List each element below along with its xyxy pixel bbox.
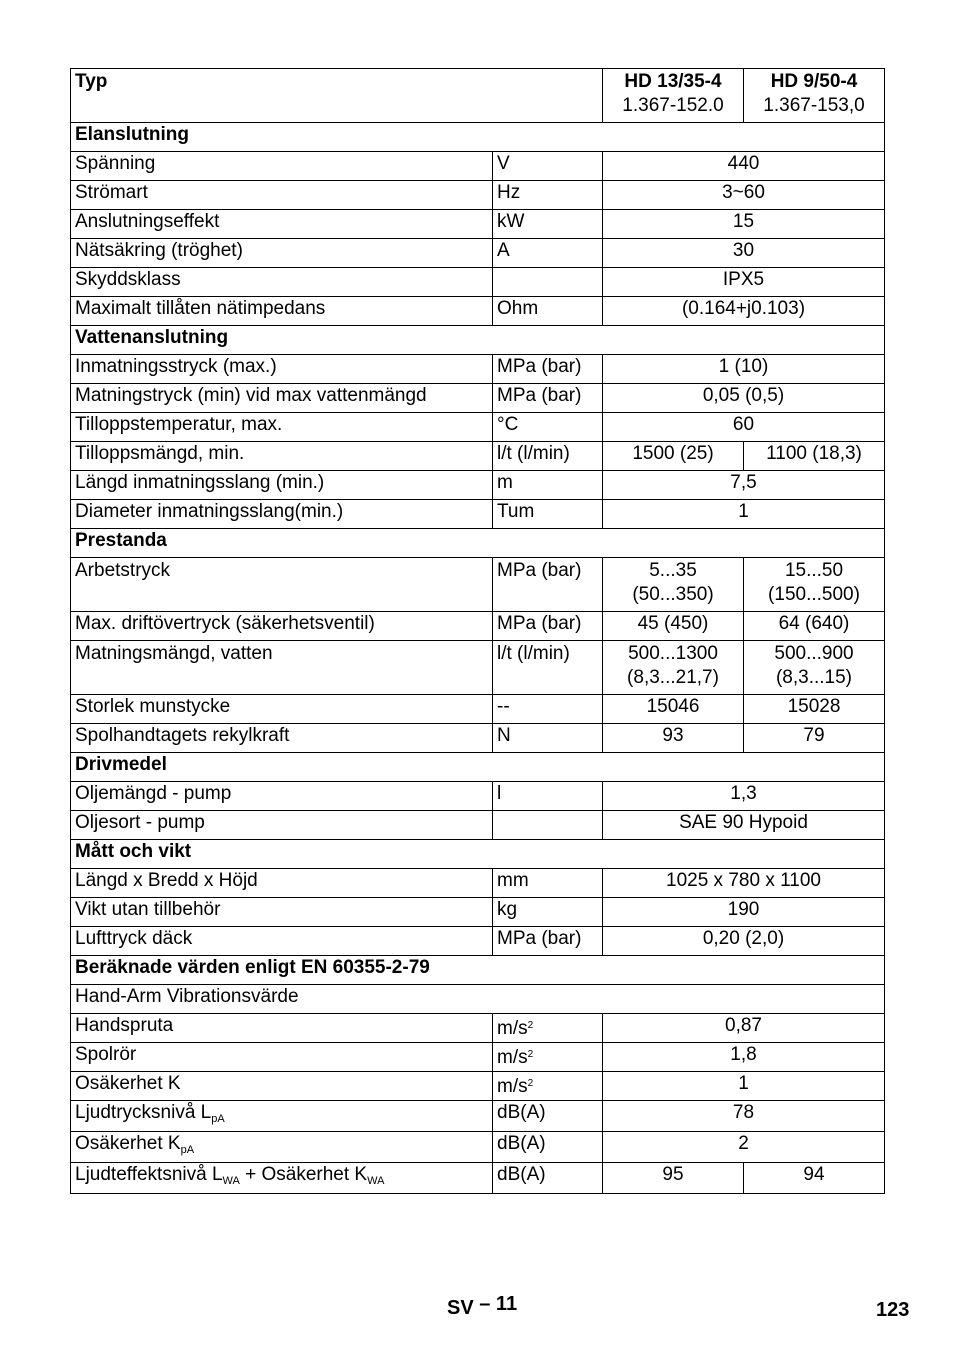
- table-row: [71, 297, 885, 326]
- model-2-header: [744, 69, 885, 123]
- model-1-name: HD 13/35-4: [624, 71, 722, 92]
- table-row: [71, 1014, 885, 1043]
- value-line: (8,3...21,7): [627, 667, 719, 688]
- row-value: 0,20 (2,0): [603, 927, 885, 956]
- row-unit: Hz: [493, 181, 603, 210]
- table-row: [71, 695, 885, 724]
- row-value-model-2: 64 (640): [744, 612, 885, 641]
- row-unit: °C: [493, 413, 603, 442]
- table-row: [71, 152, 885, 181]
- page-number: 123: [876, 1299, 910, 1321]
- row-unit: m: [493, 471, 603, 500]
- row-value: 78: [603, 1101, 885, 1132]
- row-unit: dB(A): [493, 1132, 603, 1163]
- row-label: [71, 1163, 493, 1194]
- row-unit: kW: [493, 210, 603, 239]
- table-row: [71, 1043, 885, 1072]
- value-line: 500...1300: [628, 643, 718, 664]
- row-label: Lufttryck däck: [71, 927, 493, 956]
- row-unit: N: [493, 724, 603, 753]
- row-label: Nätsäkring (tröghet): [71, 239, 493, 268]
- row-value-model-2: 79: [744, 724, 885, 753]
- table-row: [71, 471, 885, 500]
- unit-superscript: 2: [527, 1049, 534, 1060]
- model-1-header: [603, 69, 744, 123]
- unit-base: m/s: [497, 1047, 528, 1068]
- label-subscript: pA: [180, 1144, 195, 1156]
- table-header-row: [71, 69, 885, 123]
- row-unit: [493, 1014, 603, 1043]
- table-row: [71, 724, 885, 753]
- row-unit: dB(A): [493, 1163, 603, 1194]
- value-line: (50...350): [632, 584, 714, 605]
- type-label: Typ: [71, 69, 603, 123]
- row-value-model-2: [744, 641, 885, 695]
- row-unit: MPa (bar): [493, 384, 603, 413]
- row-label: Tilloppsmängd, min.: [71, 442, 493, 471]
- row-value: 1,8: [603, 1043, 885, 1072]
- unit-superscript: 2: [527, 1020, 534, 1031]
- row-label: Tilloppstemperatur, max.: [71, 413, 493, 442]
- row-label: Vikt utan tillbehör: [71, 898, 493, 927]
- row-label: Inmatningsstryck (max.): [71, 355, 493, 384]
- section-title-prestanda: Prestanda: [71, 529, 885, 558]
- row-value-model-1: 15046: [603, 695, 744, 724]
- row-value-model-1: 93: [603, 724, 744, 753]
- table-row: [71, 442, 885, 471]
- table-row: [71, 239, 885, 268]
- row-label: Diameter inmatningsslang(min.): [71, 500, 493, 529]
- row-value: 440: [603, 152, 885, 181]
- technical-data-table: [70, 68, 885, 1194]
- table-row: [71, 641, 885, 695]
- row-label: Oljesort - pump: [71, 811, 493, 840]
- section-row: [71, 326, 885, 355]
- table-row: [71, 181, 885, 210]
- row-unit: [493, 268, 603, 297]
- footer-local-page: – 11: [479, 1293, 518, 1315]
- row-unit: [493, 811, 603, 840]
- label-middle: + Osäkerhet K: [239, 1164, 368, 1185]
- row-value-model-1: 95: [603, 1163, 744, 1194]
- row-label: Skyddsklass: [71, 268, 493, 297]
- row-value: (0.164+j0.103): [603, 297, 885, 326]
- table-row: [71, 355, 885, 384]
- row-label: Anslutningseffekt: [71, 210, 493, 239]
- section-title-matt-och-vikt: Mått och vikt: [71, 840, 885, 869]
- row-unit: l: [493, 782, 603, 811]
- row-unit: l/t (l/min): [493, 442, 603, 471]
- table-row: [71, 268, 885, 297]
- unit-superscript: 2: [527, 1078, 534, 1089]
- row-value: 0,05 (0,5): [603, 384, 885, 413]
- row-unit: Tum: [493, 500, 603, 529]
- subsection-row: [71, 985, 885, 1014]
- label-subscript: WA: [222, 1175, 240, 1187]
- model-2-name: HD 9/50-4: [770, 71, 858, 92]
- section-row: [71, 753, 885, 782]
- section-title-elanslutning: Elanslutning: [71, 123, 885, 152]
- label-base: Ljudteffektsnivå L: [75, 1164, 223, 1185]
- value-line: 500...900: [774, 643, 854, 664]
- table-row: [71, 898, 885, 927]
- row-value: 3~60: [603, 181, 885, 210]
- section-row: [71, 529, 885, 558]
- table-row: [71, 927, 885, 956]
- row-value-model-2: 94: [744, 1163, 885, 1194]
- table-row: [71, 869, 885, 898]
- row-unit: MPa (bar): [493, 558, 603, 612]
- row-unit: dB(A): [493, 1101, 603, 1132]
- row-value: 1: [603, 500, 885, 529]
- table-row: [71, 1072, 885, 1101]
- table-row: [71, 500, 885, 529]
- table-row: [71, 413, 885, 442]
- row-unit: MPa (bar): [493, 612, 603, 641]
- value-line: 5...35: [649, 560, 697, 581]
- footer-language: SV: [447, 1297, 474, 1319]
- label-base: Osäkerhet K: [75, 1133, 181, 1154]
- value-line: (8,3...15): [775, 667, 853, 688]
- unit-base: m/s: [497, 1018, 528, 1039]
- row-value-model-1: 1500 (25): [603, 442, 744, 471]
- row-unit: A: [493, 239, 603, 268]
- row-unit: kg: [493, 898, 603, 927]
- label-base: Ljudtrycksnivå L: [75, 1102, 212, 1123]
- row-label: Strömart: [71, 181, 493, 210]
- row-value: 7,5: [603, 471, 885, 500]
- row-value: 190: [603, 898, 885, 927]
- row-unit: l/t (l/min): [493, 641, 603, 695]
- row-unit: V: [493, 152, 603, 181]
- value-line: (150...500): [768, 584, 860, 605]
- row-unit: mm: [493, 869, 603, 898]
- row-value-model-1: 45 (450): [603, 612, 744, 641]
- table-row: [71, 210, 885, 239]
- model-2-part: 1.367-153,0: [763, 95, 865, 116]
- row-label: Matningsmängd, vatten: [71, 641, 493, 695]
- table-row: [71, 811, 885, 840]
- value-line: 15...50: [784, 560, 844, 581]
- row-value: 60: [603, 413, 885, 442]
- section-row: [71, 840, 885, 869]
- model-1-part: 1.367-152.0: [622, 95, 724, 116]
- row-unit: [493, 1072, 603, 1101]
- row-value-model-1: [603, 641, 744, 695]
- row-unit: Ohm: [493, 297, 603, 326]
- row-label: Max. driftövertryck (säkerhetsventil): [71, 612, 493, 641]
- footer-section-marker: [447, 1293, 518, 1320]
- row-value: 30: [603, 239, 885, 268]
- row-label: Osäkerhet K: [71, 1072, 493, 1101]
- row-label: Längd x Bredd x Höjd: [71, 869, 493, 898]
- unit-base: m/s: [497, 1076, 528, 1097]
- row-label: Spolrör: [71, 1043, 493, 1072]
- row-unit: --: [493, 695, 603, 724]
- row-unit: MPa (bar): [493, 355, 603, 384]
- row-unit: [493, 1043, 603, 1072]
- row-label: Storlek munstycke: [71, 695, 493, 724]
- table-row: [71, 782, 885, 811]
- subsection-title: Hand-Arm Vibrationsvärde: [71, 985, 885, 1014]
- section-title-vattenanslutning: Vattenanslutning: [71, 326, 885, 355]
- row-value-model-2: 15028: [744, 695, 885, 724]
- row-value-model-2: 1100 (18,3): [744, 442, 885, 471]
- row-value: 1,3: [603, 782, 885, 811]
- row-value: 0,87: [603, 1014, 885, 1043]
- row-label: Spänning: [71, 152, 493, 181]
- row-label: Arbetstryck: [71, 558, 493, 612]
- section-title-beraknade-varden: Beräknade värden enligt EN 60355-2-79: [71, 956, 885, 985]
- section-row: [71, 123, 885, 152]
- table-row: [71, 384, 885, 413]
- row-label: Oljemängd - pump: [71, 782, 493, 811]
- row-value-model-1: [603, 558, 744, 612]
- row-label: [71, 1132, 493, 1163]
- row-value: 15: [603, 210, 885, 239]
- table-row: [71, 1101, 885, 1132]
- row-value: IPX5: [603, 268, 885, 297]
- row-label: [71, 1101, 493, 1132]
- row-label: Spolhandtagets rekylkraft: [71, 724, 493, 753]
- section-title-drivmedel: Drivmedel: [71, 753, 885, 782]
- label-subscript: WA: [367, 1175, 385, 1187]
- row-label: Längd inmatningsslang (min.): [71, 471, 493, 500]
- row-value: 1025 x 780 x 1100: [603, 869, 885, 898]
- row-value: 1 (10): [603, 355, 885, 384]
- row-label: Maximalt tillåten nätimpedans: [71, 297, 493, 326]
- row-unit: MPa (bar): [493, 927, 603, 956]
- section-row: [71, 956, 885, 985]
- row-label: Matningstryck (min) vid max vattenmängd: [71, 384, 493, 413]
- row-value: 1: [603, 1072, 885, 1101]
- table-row: [71, 558, 885, 612]
- table-row: [71, 1132, 885, 1163]
- row-value: 2: [603, 1132, 885, 1163]
- table-row: [71, 612, 885, 641]
- row-value-model-2: [744, 558, 885, 612]
- row-value: SAE 90 Hypoid: [603, 811, 885, 840]
- row-label: Handspruta: [71, 1014, 493, 1043]
- label-subscript: pA: [211, 1113, 225, 1125]
- table-row: [71, 1163, 885, 1194]
